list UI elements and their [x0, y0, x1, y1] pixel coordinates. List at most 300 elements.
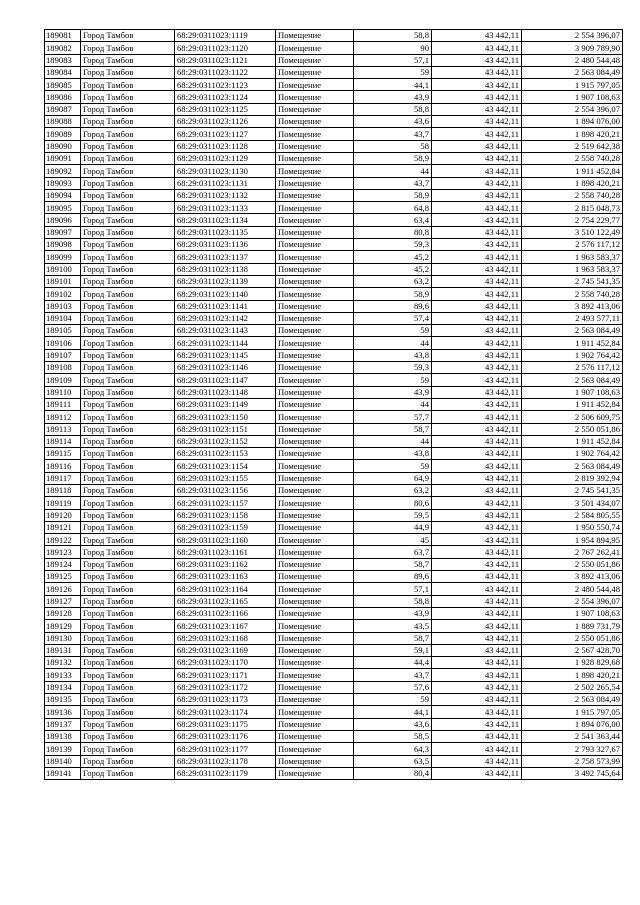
unit-cost-cell: 43 442,11 [432, 312, 522, 324]
object-type-cell: Помещение [276, 66, 354, 78]
city-cell: Город Тамбов [81, 694, 175, 706]
object-type-cell: Помещение [276, 607, 354, 619]
area-cell: 89,6 [354, 571, 432, 583]
total-cost-cell: 1 898 420,21 [522, 128, 623, 140]
total-cost-cell: 1 911 452,84 [522, 398, 623, 410]
unit-cost-cell: 43 442,11 [432, 79, 522, 91]
cadastral-number-cell: 68:29:0311023:1166 [175, 607, 276, 619]
unit-cost-cell: 43 442,11 [432, 66, 522, 78]
table-row [45, 275, 623, 287]
object-type-cell: Помещение [276, 337, 354, 349]
city-cell: Город Тамбов [81, 42, 175, 54]
city-cell: Город Тамбов [81, 620, 175, 632]
unit-cost-cell: 43 442,11 [432, 202, 522, 214]
city-cell: Город Тамбов [81, 571, 175, 583]
row-number-cell: 189110 [45, 386, 81, 398]
city-cell: Город Тамбов [81, 730, 175, 742]
cadastral-number-cell: 68:29:0311023:1164 [175, 583, 276, 595]
unit-cost-cell: 43 442,11 [432, 411, 522, 423]
unit-cost-cell: 43 442,11 [432, 755, 522, 767]
city-cell: Город Тамбов [81, 374, 175, 386]
unit-cost-cell: 43 442,11 [432, 706, 522, 718]
city-cell: Город Тамбов [81, 669, 175, 681]
data-table [44, 29, 623, 780]
table-body [45, 30, 623, 780]
area-cell: 57,4 [354, 312, 432, 324]
area-cell: 45 [354, 534, 432, 546]
row-number-cell: 189135 [45, 694, 81, 706]
total-cost-cell: 2 745 541,35 [522, 275, 623, 287]
row-number-cell: 189101 [45, 275, 81, 287]
cadastral-number-cell: 68:29:0311023:1119 [175, 30, 276, 42]
city-cell: Город Тамбов [81, 423, 175, 435]
cadastral-number-cell: 68:29:0311023:1138 [175, 263, 276, 275]
object-type-cell: Помещение [276, 214, 354, 226]
area-cell: 43,8 [354, 349, 432, 361]
city-cell: Город Тамбов [81, 337, 175, 349]
total-cost-cell: 2 519 642,38 [522, 140, 623, 152]
city-cell: Город Тамбов [81, 583, 175, 595]
row-number-cell: 189139 [45, 743, 81, 755]
object-type-cell: Помещение [276, 288, 354, 300]
cadastral-number-cell: 68:29:0311023:1128 [175, 140, 276, 152]
row-number-cell: 189118 [45, 484, 81, 496]
table-row [45, 558, 623, 570]
cadastral-number-cell: 68:29:0311023:1142 [175, 312, 276, 324]
object-type-cell: Помещение [276, 42, 354, 54]
unit-cost-cell: 43 442,11 [432, 165, 522, 177]
table-row [45, 226, 623, 238]
total-cost-cell: 1 911 452,84 [522, 435, 623, 447]
table-row [45, 251, 623, 263]
cadastral-number-cell: 68:29:0311023:1134 [175, 214, 276, 226]
city-cell: Город Тамбов [81, 398, 175, 410]
city-cell: Город Тамбов [81, 657, 175, 669]
total-cost-cell: 2 576 117,12 [522, 239, 623, 251]
cadastral-number-cell: 68:29:0311023:1123 [175, 79, 276, 91]
area-cell: 45,2 [354, 251, 432, 263]
area-cell: 59 [354, 460, 432, 472]
table-row [45, 42, 623, 54]
cadastral-number-cell: 68:29:0311023:1155 [175, 472, 276, 484]
cadastral-number-cell: 68:29:0311023:1145 [175, 349, 276, 361]
area-cell: 64,8 [354, 202, 432, 214]
row-number-cell: 189090 [45, 140, 81, 152]
unit-cost-cell: 43 442,11 [432, 337, 522, 349]
total-cost-cell: 1 902 764,42 [522, 349, 623, 361]
unit-cost-cell: 43 442,11 [432, 521, 522, 533]
table-row [45, 497, 623, 509]
city-cell: Город Тамбов [81, 411, 175, 423]
row-number-cell: 189082 [45, 42, 81, 54]
object-type-cell: Помещение [276, 694, 354, 706]
object-type-cell: Помещение [276, 448, 354, 460]
table-row [45, 103, 623, 115]
area-cell: 57,7 [354, 411, 432, 423]
table-row [45, 165, 623, 177]
unit-cost-cell: 43 442,11 [432, 398, 522, 410]
object-type-cell: Помещение [276, 263, 354, 275]
unit-cost-cell: 43 442,11 [432, 103, 522, 115]
total-cost-cell: 3 510 122,49 [522, 226, 623, 238]
row-number-cell: 189117 [45, 472, 81, 484]
row-number-cell: 189127 [45, 595, 81, 607]
area-cell: 89,6 [354, 300, 432, 312]
cadastral-number-cell: 68:29:0311023:1129 [175, 152, 276, 164]
row-number-cell: 189084 [45, 66, 81, 78]
object-type-cell: Помещение [276, 177, 354, 189]
row-number-cell: 189136 [45, 706, 81, 718]
city-cell: Город Тамбов [81, 767, 175, 779]
area-cell: 59,3 [354, 362, 432, 374]
row-number-cell: 189103 [45, 300, 81, 312]
table-row [45, 66, 623, 78]
cadastral-number-cell: 68:29:0311023:1160 [175, 534, 276, 546]
object-type-cell: Помещение [276, 411, 354, 423]
unit-cost-cell: 43 442,11 [432, 435, 522, 447]
total-cost-cell: 1 894 076,00 [522, 718, 623, 730]
area-cell: 43,9 [354, 607, 432, 619]
city-cell: Город Тамбов [81, 472, 175, 484]
total-cost-cell: 2 502 265,54 [522, 681, 623, 693]
row-number-cell: 189119 [45, 497, 81, 509]
city-cell: Город Тамбов [81, 152, 175, 164]
row-number-cell: 189088 [45, 116, 81, 128]
total-cost-cell: 2 576 117,12 [522, 362, 623, 374]
cadastral-number-cell: 68:29:0311023:1169 [175, 644, 276, 656]
city-cell: Город Тамбов [81, 79, 175, 91]
object-type-cell: Помещение [276, 103, 354, 115]
unit-cost-cell: 43 442,11 [432, 767, 522, 779]
total-cost-cell: 3 892 413,06 [522, 300, 623, 312]
row-number-cell: 189141 [45, 767, 81, 779]
table-row [45, 706, 623, 718]
total-cost-cell: 2 541 363,44 [522, 730, 623, 742]
table-row [45, 607, 623, 619]
unit-cost-cell: 43 442,11 [432, 214, 522, 226]
unit-cost-cell: 43 442,11 [432, 620, 522, 632]
row-number-cell: 189120 [45, 509, 81, 521]
table-row [45, 386, 623, 398]
area-cell: 58,7 [354, 558, 432, 570]
table-row [45, 325, 623, 337]
unit-cost-cell: 43 442,11 [432, 128, 522, 140]
cadastral-number-cell: 68:29:0311023:1153 [175, 448, 276, 460]
total-cost-cell: 3 501 434,07 [522, 497, 623, 509]
cadastral-number-cell: 68:29:0311023:1130 [175, 165, 276, 177]
cadastral-number-cell: 68:29:0311023:1133 [175, 202, 276, 214]
object-type-cell: Помещение [276, 743, 354, 755]
row-number-cell: 189111 [45, 398, 81, 410]
table-row [45, 177, 623, 189]
total-cost-cell: 1 911 452,84 [522, 337, 623, 349]
total-cost-cell: 2 550 051,86 [522, 558, 623, 570]
object-type-cell: Помещение [276, 202, 354, 214]
table-row [45, 312, 623, 324]
total-cost-cell: 2 563 084,49 [522, 374, 623, 386]
total-cost-cell: 1 963 583,37 [522, 251, 623, 263]
area-cell: 58,7 [354, 632, 432, 644]
unit-cost-cell: 43 442,11 [432, 509, 522, 521]
city-cell: Город Тамбов [81, 706, 175, 718]
total-cost-cell: 2 563 084,49 [522, 325, 623, 337]
area-cell: 43,6 [354, 116, 432, 128]
city-cell: Город Тамбов [81, 66, 175, 78]
row-number-cell: 189112 [45, 411, 81, 423]
city-cell: Город Тамбов [81, 509, 175, 521]
area-cell: 63,5 [354, 755, 432, 767]
cadastral-number-cell: 68:29:0311023:1165 [175, 595, 276, 607]
unit-cost-cell: 43 442,11 [432, 177, 522, 189]
row-number-cell: 189100 [45, 263, 81, 275]
area-cell: 43,9 [354, 386, 432, 398]
total-cost-cell: 1 907 108,63 [522, 607, 623, 619]
cadastral-number-cell: 68:29:0311023:1144 [175, 337, 276, 349]
area-cell: 59 [354, 325, 432, 337]
total-cost-cell: 1 911 452,84 [522, 165, 623, 177]
unit-cost-cell: 43 442,11 [432, 583, 522, 595]
row-number-cell: 189116 [45, 460, 81, 472]
table-row [45, 189, 623, 201]
area-cell: 43,7 [354, 177, 432, 189]
total-cost-cell: 3 909 789,90 [522, 42, 623, 54]
city-cell: Город Тамбов [81, 546, 175, 558]
object-type-cell: Помещение [276, 620, 354, 632]
object-type-cell: Помещение [276, 632, 354, 644]
cadastral-number-cell: 68:29:0311023:1149 [175, 398, 276, 410]
object-type-cell: Помещение [276, 54, 354, 66]
area-cell: 64,9 [354, 472, 432, 484]
area-cell: 59,3 [354, 239, 432, 251]
object-type-cell: Помещение [276, 91, 354, 103]
city-cell: Город Тамбов [81, 275, 175, 287]
area-cell: 43,7 [354, 128, 432, 140]
unit-cost-cell: 43 442,11 [432, 152, 522, 164]
total-cost-cell: 2 554 396,07 [522, 103, 623, 115]
total-cost-cell: 2 550 051,86 [522, 632, 623, 644]
unit-cost-cell: 43 442,11 [432, 632, 522, 644]
city-cell: Город Тамбов [81, 681, 175, 693]
table-row [45, 423, 623, 435]
object-type-cell: Помещение [276, 79, 354, 91]
unit-cost-cell: 43 442,11 [432, 534, 522, 546]
object-type-cell: Помещение [276, 152, 354, 164]
table-row [45, 128, 623, 140]
area-cell: 58,5 [354, 730, 432, 742]
city-cell: Город Тамбов [81, 300, 175, 312]
object-type-cell: Помещение [276, 681, 354, 693]
row-number-cell: 189092 [45, 165, 81, 177]
unit-cost-cell: 43 442,11 [432, 571, 522, 583]
object-type-cell: Помещение [276, 546, 354, 558]
area-cell: 59,1 [354, 644, 432, 656]
table-row [45, 755, 623, 767]
total-cost-cell: 2 558 740,28 [522, 288, 623, 300]
area-cell: 58,9 [354, 152, 432, 164]
city-cell: Город Тамбов [81, 644, 175, 656]
total-cost-cell: 1 894 076,00 [522, 116, 623, 128]
row-number-cell: 189096 [45, 214, 81, 226]
cadastral-number-cell: 68:29:0311023:1158 [175, 509, 276, 521]
table-row [45, 644, 623, 656]
total-cost-cell: 2 584 805,55 [522, 509, 623, 521]
city-cell: Город Тамбов [81, 312, 175, 324]
total-cost-cell: 2 558 740,28 [522, 152, 623, 164]
table-row [45, 681, 623, 693]
unit-cost-cell: 43 442,11 [432, 743, 522, 755]
object-type-cell: Помещение [276, 189, 354, 201]
unit-cost-cell: 43 442,11 [432, 644, 522, 656]
row-number-cell: 189129 [45, 620, 81, 632]
unit-cost-cell: 43 442,11 [432, 54, 522, 66]
object-type-cell: Помещение [276, 657, 354, 669]
row-number-cell: 189124 [45, 558, 81, 570]
unit-cost-cell: 43 442,11 [432, 91, 522, 103]
table-row [45, 152, 623, 164]
object-type-cell: Помещение [276, 325, 354, 337]
row-number-cell: 189107 [45, 349, 81, 361]
object-type-cell: Помещение [276, 128, 354, 140]
total-cost-cell: 2 563 084,49 [522, 694, 623, 706]
total-cost-cell: 2 480 544,48 [522, 583, 623, 595]
cadastral-number-cell: 68:29:0311023:1143 [175, 325, 276, 337]
area-cell: 59 [354, 694, 432, 706]
cadastral-number-cell: 68:29:0311023:1171 [175, 669, 276, 681]
city-cell: Город Тамбов [81, 116, 175, 128]
city-cell: Город Тамбов [81, 460, 175, 472]
cadastral-number-cell: 68:29:0311023:1125 [175, 103, 276, 115]
row-number-cell: 189128 [45, 607, 81, 619]
total-cost-cell: 2 558 740,28 [522, 189, 623, 201]
cadastral-number-cell: 68:29:0311023:1124 [175, 91, 276, 103]
city-cell: Город Тамбов [81, 386, 175, 398]
unit-cost-cell: 43 442,11 [432, 595, 522, 607]
unit-cost-cell: 43 442,11 [432, 669, 522, 681]
area-cell: 58,8 [354, 30, 432, 42]
cadastral-number-cell: 68:29:0311023:1131 [175, 177, 276, 189]
unit-cost-cell: 43 442,11 [432, 189, 522, 201]
city-cell: Город Тамбов [81, 607, 175, 619]
row-number-cell: 189121 [45, 521, 81, 533]
table-row [45, 91, 623, 103]
row-number-cell: 189113 [45, 423, 81, 435]
table-row [45, 374, 623, 386]
cadastral-number-cell: 68:29:0311023:1151 [175, 423, 276, 435]
area-cell: 57,1 [354, 54, 432, 66]
object-type-cell: Помещение [276, 349, 354, 361]
area-cell: 64,3 [354, 743, 432, 755]
total-cost-cell: 2 550 051,86 [522, 423, 623, 435]
total-cost-cell: 2 745 541,35 [522, 484, 623, 496]
area-cell: 58,9 [354, 189, 432, 201]
unit-cost-cell: 43 442,11 [432, 30, 522, 42]
cadastral-number-cell: 68:29:0311023:1150 [175, 411, 276, 423]
object-type-cell: Помещение [276, 398, 354, 410]
table-row [45, 202, 623, 214]
cadastral-number-cell: 68:29:0311023:1170 [175, 657, 276, 669]
total-cost-cell: 3 892 413,06 [522, 571, 623, 583]
table-row [45, 669, 623, 681]
table-row [45, 54, 623, 66]
city-cell: Город Тамбов [81, 214, 175, 226]
cadastral-number-cell: 68:29:0311023:1126 [175, 116, 276, 128]
cadastral-number-cell: 68:29:0311023:1179 [175, 767, 276, 779]
table-row [45, 288, 623, 300]
city-cell: Город Тамбов [81, 239, 175, 251]
table-row [45, 730, 623, 742]
city-cell: Город Тамбов [81, 226, 175, 238]
object-type-cell: Помещение [276, 706, 354, 718]
row-number-cell: 189133 [45, 669, 81, 681]
total-cost-cell: 2 480 544,48 [522, 54, 623, 66]
cadastral-number-cell: 68:29:0311023:1161 [175, 546, 276, 558]
area-cell: 63,2 [354, 484, 432, 496]
object-type-cell: Помещение [276, 30, 354, 42]
table-row [45, 767, 623, 779]
unit-cost-cell: 43 442,11 [432, 607, 522, 619]
object-type-cell: Помещение [276, 226, 354, 238]
object-type-cell: Помещение [276, 558, 354, 570]
row-number-cell: 189086 [45, 91, 81, 103]
object-type-cell: Помещение [276, 730, 354, 742]
area-cell: 44,9 [354, 521, 432, 533]
table-row [45, 571, 623, 583]
table-row [45, 546, 623, 558]
row-number-cell: 189137 [45, 718, 81, 730]
unit-cost-cell: 43 442,11 [432, 386, 522, 398]
row-number-cell: 189098 [45, 239, 81, 251]
unit-cost-cell: 43 442,11 [432, 694, 522, 706]
cadastral-number-cell: 68:29:0311023:1132 [175, 189, 276, 201]
total-cost-cell: 1 907 108,63 [522, 91, 623, 103]
row-number-cell: 189081 [45, 30, 81, 42]
object-type-cell: Помещение [276, 644, 354, 656]
table-row [45, 349, 623, 361]
table-row [45, 534, 623, 546]
area-cell: 58,9 [354, 288, 432, 300]
cadastral-number-cell: 68:29:0311023:1137 [175, 251, 276, 263]
city-cell: Город Тамбов [81, 497, 175, 509]
cadastral-number-cell: 68:29:0311023:1162 [175, 558, 276, 570]
city-cell: Город Тамбов [81, 103, 175, 115]
cadastral-number-cell: 68:29:0311023:1176 [175, 730, 276, 742]
cadastral-number-cell: 68:29:0311023:1136 [175, 239, 276, 251]
area-cell: 43,9 [354, 91, 432, 103]
table-row [45, 30, 623, 42]
table-row [45, 472, 623, 484]
table-row [45, 595, 623, 607]
city-cell: Город Тамбов [81, 263, 175, 275]
area-cell: 63,7 [354, 546, 432, 558]
area-cell: 90 [354, 42, 432, 54]
area-cell: 59 [354, 66, 432, 78]
city-cell: Город Тамбов [81, 288, 175, 300]
total-cost-cell: 1 915 797,05 [522, 79, 623, 91]
unit-cost-cell: 43 442,11 [432, 288, 522, 300]
row-number-cell: 189099 [45, 251, 81, 263]
area-cell: 57,6 [354, 681, 432, 693]
area-cell: 80,4 [354, 767, 432, 779]
row-number-cell: 189104 [45, 312, 81, 324]
table-row [45, 718, 623, 730]
area-cell: 45,2 [354, 263, 432, 275]
total-cost-cell: 2 493 577,11 [522, 312, 623, 324]
area-cell: 80,6 [354, 497, 432, 509]
city-cell: Город Тамбов [81, 435, 175, 447]
table-row [45, 337, 623, 349]
row-number-cell: 189130 [45, 632, 81, 644]
cadastral-number-cell: 68:29:0311023:1120 [175, 42, 276, 54]
